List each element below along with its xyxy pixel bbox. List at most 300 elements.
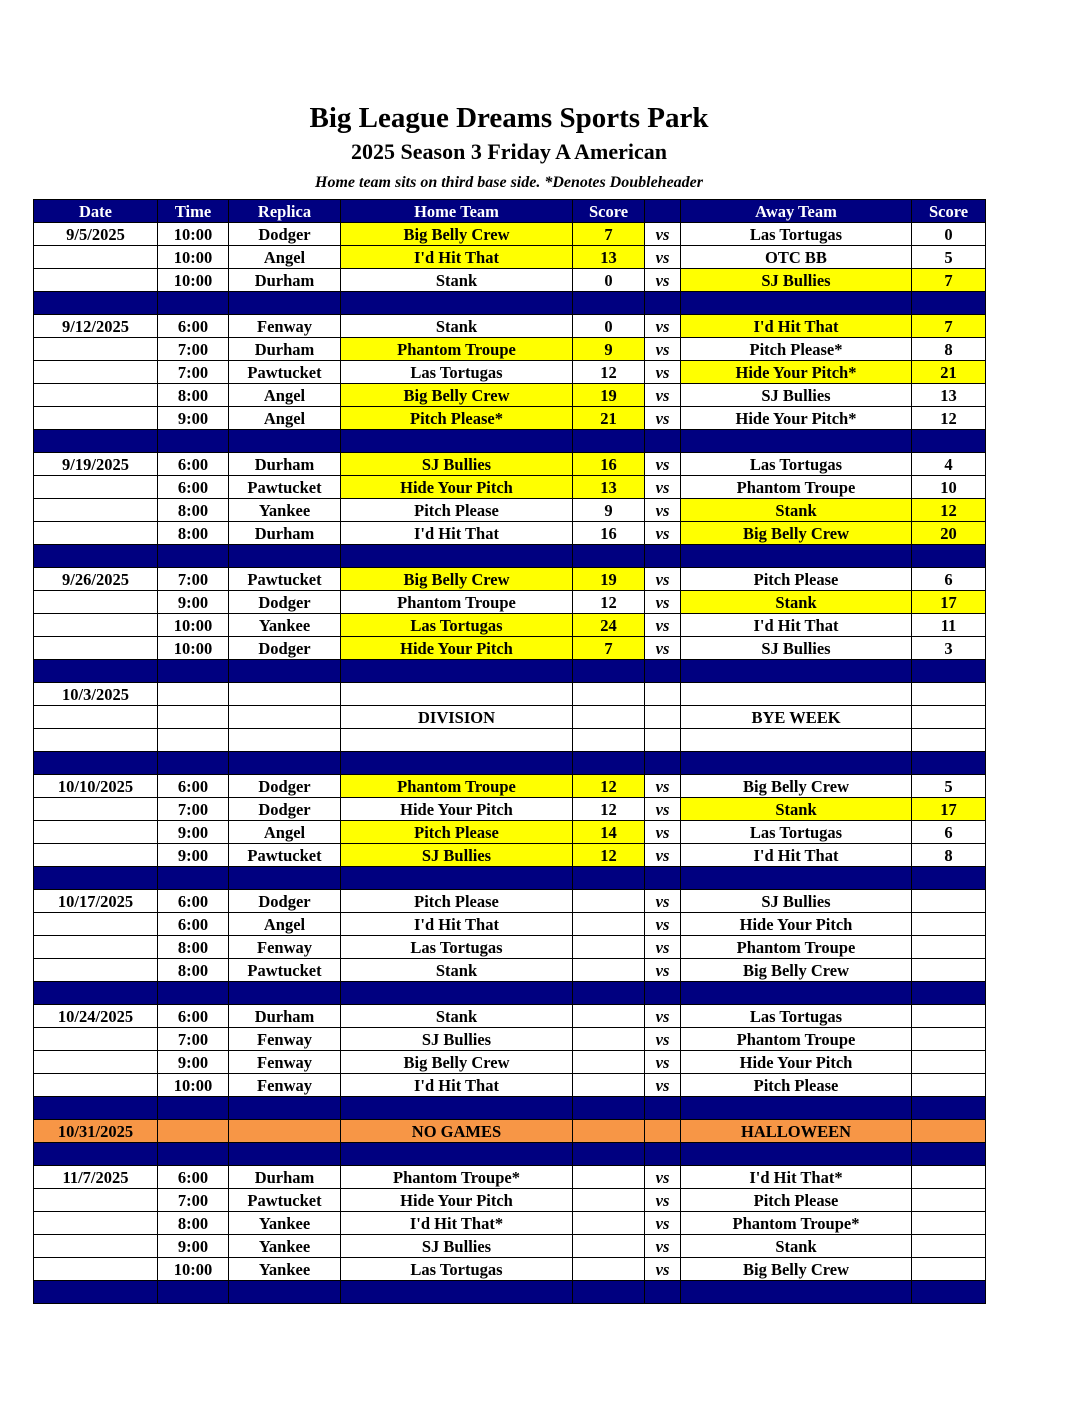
game-date [34, 1189, 158, 1212]
separator-cell [645, 867, 681, 890]
separator-cell [645, 430, 681, 453]
separator-cell [681, 752, 912, 775]
home-score: 16 [573, 522, 645, 545]
home-team: I'd Hit That [341, 913, 573, 936]
home-team: Big Belly Crew [341, 384, 573, 407]
game-date: 10/10/2025 [34, 775, 158, 798]
table-row [34, 729, 986, 752]
separator-cell [681, 660, 912, 683]
table-row [34, 361, 986, 384]
game-date [34, 246, 158, 269]
table-row [34, 821, 986, 844]
away-team: Big Belly Crew [681, 959, 912, 982]
away-team: Big Belly Crew [681, 775, 912, 798]
field-replica: Yankee [229, 1235, 341, 1258]
week-separator-row [34, 982, 986, 1005]
field-replica: Durham [229, 1005, 341, 1028]
away-team: SJ Bullies [681, 269, 912, 292]
vs-label: vs [645, 338, 681, 361]
away-score [912, 1166, 986, 1189]
game-time [158, 729, 229, 752]
field-replica: Dodger [229, 775, 341, 798]
away-score [912, 1235, 986, 1258]
away-score: 10 [912, 476, 986, 499]
home-team: Pitch Please [341, 499, 573, 522]
table-row [34, 315, 986, 338]
game-date [34, 614, 158, 637]
home-score: 12 [573, 844, 645, 867]
vs-label: vs [645, 913, 681, 936]
away-team: Stank [681, 591, 912, 614]
separator-cell [341, 982, 573, 1005]
separator-cell [341, 1281, 573, 1304]
separator-cell [645, 1097, 681, 1120]
away-score: 12 [912, 499, 986, 522]
home-team: Big Belly Crew [341, 223, 573, 246]
home-score [573, 1074, 645, 1097]
table-row [34, 775, 986, 798]
away-team: Hide Your Pitch* [681, 407, 912, 430]
home-team: Hide Your Pitch [341, 476, 573, 499]
away-score [912, 1051, 986, 1074]
game-time: 7:00 [158, 361, 229, 384]
away-score [912, 890, 986, 913]
game-time: 9:00 [158, 407, 229, 430]
separator-cell [229, 1097, 341, 1120]
vs-label: vs [645, 614, 681, 637]
home-team: SJ Bullies [341, 1028, 573, 1051]
away-score: 6 [912, 568, 986, 591]
away-team: Phantom Troupe [681, 936, 912, 959]
home-team: Stank [341, 269, 573, 292]
game-date [34, 821, 158, 844]
game-time: 10:00 [158, 223, 229, 246]
separator-cell [681, 430, 912, 453]
home-team: I'd Hit That [341, 522, 573, 545]
field-replica: Yankee [229, 614, 341, 637]
vs-label: vs [645, 1235, 681, 1258]
separator-cell [229, 867, 341, 890]
home-score [573, 683, 645, 706]
vs-label: vs [645, 591, 681, 614]
away-team: Hide Your Pitch* [681, 361, 912, 384]
table-row [34, 338, 986, 361]
col-vs-header [645, 200, 681, 223]
home-score [573, 913, 645, 936]
game-time: 7:00 [158, 1028, 229, 1051]
separator-cell [645, 1143, 681, 1166]
week-separator-row [34, 430, 986, 453]
schedule-table [33, 199, 986, 1304]
schedule-note: Home team sits on third base side. *Denotes Doubleheader [315, 174, 703, 191]
vs-label: vs [645, 844, 681, 867]
separator-cell [645, 1281, 681, 1304]
separator-cell [573, 752, 645, 775]
vs-label: vs [645, 1212, 681, 1235]
game-time: 10:00 [158, 246, 229, 269]
game-time: 7:00 [158, 568, 229, 591]
vs-label: vs [645, 890, 681, 913]
home-score: 13 [573, 476, 645, 499]
away-team: Pitch Please [681, 1189, 912, 1212]
week-separator-row [34, 867, 986, 890]
home-team: SJ Bullies [341, 1235, 573, 1258]
home-score [573, 1166, 645, 1189]
separator-cell [158, 867, 229, 890]
away-team: Big Belly Crew [681, 1258, 912, 1281]
col-away-team-header: Away Team [681, 200, 912, 223]
game-date [34, 1258, 158, 1281]
game-date: 9/5/2025 [34, 223, 158, 246]
away-team: SJ Bullies [681, 384, 912, 407]
game-date [34, 269, 158, 292]
home-score: 12 [573, 775, 645, 798]
away-team: Stank [681, 1235, 912, 1258]
away-team: Las Tortugas [681, 821, 912, 844]
home-team: I'd Hit That* [341, 1212, 573, 1235]
home-score [573, 936, 645, 959]
away-score: 7 [912, 315, 986, 338]
game-date [34, 637, 158, 660]
table-header [34, 200, 986, 223]
table-row [34, 522, 986, 545]
home-score [573, 1189, 645, 1212]
game-time: 6:00 [158, 1166, 229, 1189]
home-score [573, 729, 645, 752]
home-team: Pitch Please [341, 890, 573, 913]
field-replica [229, 1120, 341, 1143]
separator-cell [229, 1281, 341, 1304]
game-time: 8:00 [158, 959, 229, 982]
game-date [34, 1074, 158, 1097]
away-score [912, 1120, 986, 1143]
away-team: Las Tortugas [681, 223, 912, 246]
week-separator-row [34, 292, 986, 315]
separator-cell [229, 752, 341, 775]
table-row [34, 1028, 986, 1051]
separator-cell [912, 292, 986, 315]
game-time: 10:00 [158, 614, 229, 637]
separator-cell [681, 1097, 912, 1120]
vs-label [645, 1120, 681, 1143]
away-team: Pitch Please [681, 1074, 912, 1097]
separator-cell [573, 867, 645, 890]
away-team: OTC BB [681, 246, 912, 269]
vs-label: vs [645, 936, 681, 959]
table-row [34, 591, 986, 614]
week-separator-row [34, 752, 986, 775]
game-time: 6:00 [158, 890, 229, 913]
table-row [34, 844, 986, 867]
away-team: I'd Hit That [681, 315, 912, 338]
home-score [573, 959, 645, 982]
table-row [34, 1005, 986, 1028]
field-replica: Yankee [229, 1258, 341, 1281]
week-separator-row [34, 1281, 986, 1304]
separator-cell [573, 430, 645, 453]
separator-cell [681, 292, 912, 315]
game-date [34, 1212, 158, 1235]
home-team: Big Belly Crew [341, 568, 573, 591]
home-score: 14 [573, 821, 645, 844]
separator-cell [645, 545, 681, 568]
home-team: DIVISION [341, 706, 573, 729]
week-separator-row [34, 660, 986, 683]
game-time [158, 1120, 229, 1143]
away-score: 7 [912, 269, 986, 292]
home-team: Las Tortugas [341, 936, 573, 959]
away-score: 5 [912, 246, 986, 269]
table-row [34, 683, 986, 706]
field-replica: Durham [229, 269, 341, 292]
away-score: 12 [912, 407, 986, 430]
away-team: Pitch Please* [681, 338, 912, 361]
vs-label: vs [645, 315, 681, 338]
separator-cell [158, 1281, 229, 1304]
field-replica: Pawtucket [229, 844, 341, 867]
table-row [34, 223, 986, 246]
home-team: Las Tortugas [341, 614, 573, 637]
table-row [34, 1189, 986, 1212]
holiday-row [34, 1120, 986, 1143]
away-score [912, 706, 986, 729]
away-score [912, 683, 986, 706]
game-date [34, 798, 158, 821]
separator-cell [34, 660, 158, 683]
field-replica: Angel [229, 913, 341, 936]
away-score [912, 913, 986, 936]
field-replica: Pawtucket [229, 476, 341, 499]
separator-cell [34, 430, 158, 453]
vs-label: vs [645, 1005, 681, 1028]
separator-cell [912, 1097, 986, 1120]
away-team [681, 729, 912, 752]
vs-label: vs [645, 1166, 681, 1189]
table-row [34, 913, 986, 936]
separator-cell [573, 982, 645, 1005]
field-replica: Durham [229, 453, 341, 476]
home-score: 24 [573, 614, 645, 637]
away-team: BYE WEEK [681, 706, 912, 729]
home-score: 19 [573, 568, 645, 591]
game-date [34, 844, 158, 867]
col-away-score-header: Score [912, 200, 986, 223]
separator-cell [158, 1143, 229, 1166]
game-date [34, 706, 158, 729]
game-time: 6:00 [158, 1005, 229, 1028]
game-date [34, 936, 158, 959]
vs-label [645, 683, 681, 706]
table-row [34, 1258, 986, 1281]
game-date: 10/31/2025 [34, 1120, 158, 1143]
away-score [912, 959, 986, 982]
field-replica: Fenway [229, 1051, 341, 1074]
home-team: Stank [341, 315, 573, 338]
vs-label: vs [645, 522, 681, 545]
home-score: 12 [573, 798, 645, 821]
game-date [34, 499, 158, 522]
separator-cell [573, 1281, 645, 1304]
separator-cell [645, 660, 681, 683]
away-team: Stank [681, 798, 912, 821]
separator-cell [341, 545, 573, 568]
away-score [912, 1189, 986, 1212]
vs-label: vs [645, 361, 681, 384]
away-team: SJ Bullies [681, 637, 912, 660]
home-score: 0 [573, 269, 645, 292]
separator-cell [158, 292, 229, 315]
home-team: Hide Your Pitch [341, 1189, 573, 1212]
table-row [34, 1051, 986, 1074]
home-team: Phantom Troupe* [341, 1166, 573, 1189]
vs-label: vs [645, 798, 681, 821]
separator-cell [341, 752, 573, 775]
vs-label: vs [645, 476, 681, 499]
table-row [34, 614, 986, 637]
separator-cell [912, 1281, 986, 1304]
game-time: 8:00 [158, 499, 229, 522]
game-time: 9:00 [158, 1235, 229, 1258]
home-team: I'd Hit That [341, 1074, 573, 1097]
away-team: Stank [681, 499, 912, 522]
separator-cell [229, 982, 341, 1005]
home-team: I'd Hit That [341, 246, 573, 269]
game-date [34, 959, 158, 982]
separator-cell [573, 292, 645, 315]
field-replica: Durham [229, 522, 341, 545]
field-replica: Pawtucket [229, 361, 341, 384]
home-team: Hide Your Pitch [341, 798, 573, 821]
away-team: HALLOWEEN [681, 1120, 912, 1143]
separator-cell [681, 1143, 912, 1166]
vs-label [645, 706, 681, 729]
table-row [34, 568, 986, 591]
away-score [912, 1028, 986, 1051]
separator-cell [912, 867, 986, 890]
vs-label: vs [645, 1074, 681, 1097]
field-replica: Dodger [229, 798, 341, 821]
home-score: 16 [573, 453, 645, 476]
vs-label: vs [645, 1028, 681, 1051]
away-team: Hide Your Pitch [681, 913, 912, 936]
home-team: Hide Your Pitch [341, 637, 573, 660]
separator-cell [229, 660, 341, 683]
game-time: 8:00 [158, 936, 229, 959]
game-time: 6:00 [158, 775, 229, 798]
game-date [34, 1028, 158, 1051]
col-replica-header: Replica [229, 200, 341, 223]
separator-cell [341, 1097, 573, 1120]
game-date [34, 1051, 158, 1074]
field-replica: Angel [229, 407, 341, 430]
separator-cell [573, 1097, 645, 1120]
away-score [912, 1005, 986, 1028]
away-team: Big Belly Crew [681, 522, 912, 545]
game-time: 8:00 [158, 384, 229, 407]
separator-cell [912, 545, 986, 568]
home-team [341, 683, 573, 706]
separator-cell [158, 545, 229, 568]
table-row [34, 453, 986, 476]
separator-cell [34, 1143, 158, 1166]
home-score: 13 [573, 246, 645, 269]
away-score: 5 [912, 775, 986, 798]
separator-cell [681, 545, 912, 568]
away-score: 13 [912, 384, 986, 407]
table-row [34, 1212, 986, 1235]
separator-cell [229, 1143, 341, 1166]
col-home-team-header: Home Team [341, 200, 573, 223]
home-team: SJ Bullies [341, 453, 573, 476]
game-time: 9:00 [158, 844, 229, 867]
vs-label: vs [645, 775, 681, 798]
field-replica: Angel [229, 821, 341, 844]
away-team: Phantom Troupe* [681, 1212, 912, 1235]
home-team: Pitch Please [341, 821, 573, 844]
separator-cell [681, 867, 912, 890]
game-time [158, 706, 229, 729]
separator-cell [34, 1281, 158, 1304]
field-replica: Yankee [229, 499, 341, 522]
away-team: Phantom Troupe [681, 476, 912, 499]
game-date: 11/7/2025 [34, 1166, 158, 1189]
game-time: 10:00 [158, 1258, 229, 1281]
separator-cell [912, 430, 986, 453]
field-replica: Fenway [229, 936, 341, 959]
week-separator-row [34, 1097, 986, 1120]
away-score: 8 [912, 844, 986, 867]
separator-cell [573, 545, 645, 568]
game-date: 9/26/2025 [34, 568, 158, 591]
separator-cell [341, 292, 573, 315]
col-date-header: Date [34, 200, 158, 223]
away-team: Hide Your Pitch [681, 1051, 912, 1074]
away-score [912, 1074, 986, 1097]
separator-cell [158, 1097, 229, 1120]
table-row [34, 1074, 986, 1097]
field-replica: Durham [229, 338, 341, 361]
week-separator-row [34, 545, 986, 568]
home-team: NO GAMES [341, 1120, 573, 1143]
home-score [573, 890, 645, 913]
away-score: 20 [912, 522, 986, 545]
home-team: Las Tortugas [341, 361, 573, 384]
game-date [34, 1235, 158, 1258]
table-row [34, 1166, 986, 1189]
game-time: 7:00 [158, 798, 229, 821]
home-team: Phantom Troupe [341, 338, 573, 361]
game-time: 10:00 [158, 1074, 229, 1097]
separator-cell [912, 982, 986, 1005]
field-replica: Pawtucket [229, 568, 341, 591]
away-team: Las Tortugas [681, 453, 912, 476]
vs-label: vs [645, 959, 681, 982]
table-row [34, 637, 986, 660]
home-team: Stank [341, 959, 573, 982]
separator-cell [341, 660, 573, 683]
game-date: 10/17/2025 [34, 890, 158, 913]
home-score [573, 1028, 645, 1051]
game-time: 9:00 [158, 1051, 229, 1074]
away-team: Pitch Please [681, 568, 912, 591]
separator-cell [681, 1281, 912, 1304]
game-date: 9/12/2025 [34, 315, 158, 338]
game-date [34, 338, 158, 361]
game-time: 7:00 [158, 338, 229, 361]
separator-cell [645, 982, 681, 1005]
table-row [34, 407, 986, 430]
away-score: 3 [912, 637, 986, 660]
